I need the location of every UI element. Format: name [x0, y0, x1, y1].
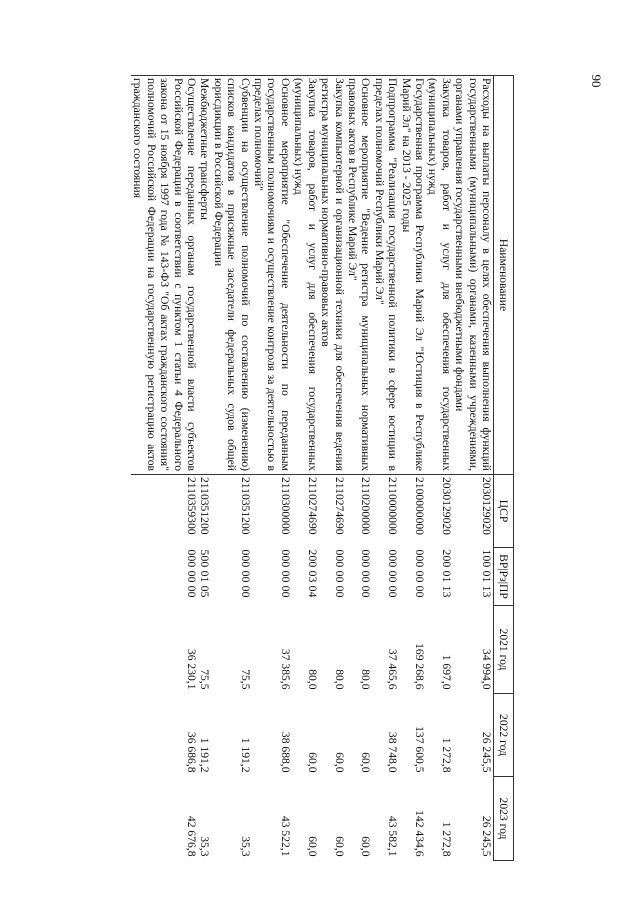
table-row — [319, 76, 346, 861]
row-codes: 200 03 04 — [305, 549, 319, 598]
row-codes: 000 00 00 — [412, 549, 426, 598]
row-2021: 1 697,0 — [439, 654, 453, 690]
row-csr-line: 2110351200 — [198, 477, 212, 535]
row-2022 — [131, 694, 211, 777]
row-2022: 1 272,8 — [439, 737, 453, 773]
row-2023: 142 434,6 — [412, 810, 426, 857]
row-name: Закупка товаров, работ и услуг для обеспечения государственных (муниципальных) нужд — [292, 76, 319, 475]
row-csr: 2030129020 — [480, 477, 493, 535]
row-2021-line: 75,5 — [198, 669, 212, 690]
row-codes: 000 00 00 — [238, 549, 252, 598]
row-csr: 2110300000 — [278, 477, 292, 535]
rotated-page-content — [107, 75, 514, 860]
header-name: Наименование — [494, 76, 514, 475]
row-codes: 000 00 00 — [278, 549, 292, 598]
row-codes-line: 000 00 00 — [185, 549, 199, 598]
row-2023: 35,3 — [238, 836, 252, 857]
row-2022: 26 245,5 — [480, 731, 493, 773]
row-2022-line: 1 191,2 — [198, 737, 212, 773]
header-2023: 2023 год — [494, 777, 514, 861]
row-2021: 80,0 — [305, 669, 319, 690]
row-name — [131, 76, 211, 475]
row-2021: 169 268,6 — [412, 643, 426, 690]
row-2022-line: 36 686,8 — [185, 731, 199, 773]
table-row — [211, 76, 251, 861]
row-2021: 37 385,6 — [278, 648, 292, 690]
header-2022: 2022 год — [494, 694, 514, 777]
header-vr: ВР — [497, 554, 511, 569]
row-csr: 2110351200 — [238, 477, 252, 535]
row-csr: 2030129020 — [439, 477, 453, 535]
row-2023-line: 35,3 — [198, 836, 212, 857]
row-codes: 200 01 13 — [439, 549, 453, 598]
row-2021: 75,5 — [238, 669, 252, 690]
budget-table — [131, 75, 514, 861]
row-name: Закупка компьютерной и организационной техники для обеспечения ведения регистра муниципальных нормативно-правовых актов — [319, 76, 346, 475]
row-2022: 1 191,2 — [238, 737, 252, 773]
table-row — [346, 76, 373, 861]
row-2023: 60,0 — [332, 836, 346, 857]
table-row — [372, 76, 399, 861]
header-pr: ПР — [497, 584, 511, 599]
table-header-row — [494, 76, 514, 861]
header-vr-rz-pr: ВР|Рз|ПР — [494, 548, 514, 606]
row-2022: 137 600,5 — [412, 726, 426, 773]
row-2023: 43 582,1 — [386, 815, 400, 857]
header-csr: ЦСР — [494, 475, 514, 548]
table-row — [399, 76, 426, 861]
row-name: Расходы на выплаты персоналу в целях обеспечения выполнения функций государственными (муниципальными) органами, казенными учреждениями, органами управления государственными внебюджетными фондами — [453, 76, 494, 475]
row-csr: 2110274690 — [332, 477, 346, 535]
row-2021: 80,0 — [332, 669, 346, 690]
header-2021: 2021 год — [494, 606, 514, 694]
row-2022: 60,0 — [305, 752, 319, 773]
row-codes-line: 500 01 05 — [198, 549, 212, 598]
row-2022: 60,0 — [332, 752, 346, 773]
row-csr: 2110000000 — [386, 477, 400, 535]
row-2021-line: 36 230,1 — [185, 648, 199, 690]
row-name: Закупка товаров, работ и услуг для обеспечения государственных (муниципальных) нужд — [426, 76, 453, 475]
table-row — [292, 76, 319, 861]
table-row — [426, 76, 453, 861]
row-codes: 000 00 00 — [359, 549, 373, 598]
row-2022: 38 748,0 — [386, 731, 400, 773]
row-2023: 43 522,1 — [278, 815, 292, 857]
row-csr — [131, 475, 211, 548]
row-codes: 000 00 00 — [332, 549, 346, 598]
row-2022: 60,0 — [359, 752, 373, 773]
row-2021 — [131, 606, 211, 694]
row-csr-line: 2110359300 — [185, 477, 199, 535]
row-name: Подпрограмма "Реализация государственной политики в сфере юстиции в пределах полномочий Республики Марий Эл" — [372, 76, 399, 475]
header-rz: Рз — [497, 570, 511, 582]
row-2021: 34 994,0 — [480, 648, 493, 690]
row-2021: 80,0 — [359, 669, 373, 690]
row-name: Основное мероприятие "Обеспечение деятельности по переданным государственным полномочиям и осуществление контроля за деятельностью в пределах полномочий" — [252, 76, 292, 475]
page-number: 90 — [589, 74, 604, 88]
row-2023 — [131, 777, 211, 861]
row-2023-line: 42 676,8 — [185, 815, 199, 857]
row-2023: 26 245,5 — [480, 815, 493, 857]
row-name: Субвенции на осуществление полномочий по составлению (изменению) списков кандидатов в присяжные заседатели федеральных судов общей юрисдикции в Российской Федерации — [211, 76, 251, 475]
row-2021: 37 465,6 — [386, 648, 400, 690]
row-2022: 38 688,0 — [278, 731, 292, 773]
table-row — [131, 76, 211, 861]
row-csr: 2110274690 — [305, 477, 319, 535]
row-name-line: Осуществление переданных органам государственной власти субъектов Российской Федерации в соответствии с пунктом 1 статьи 4 Федерального закона от 15 ноября 1997 года № 143-ФЗ "Об актах гражданского состояния" полномочий Российской Федерации на государственную регистрацию актов гражданского состояния — [131, 78, 199, 471]
row-2023: 60,0 — [305, 836, 319, 857]
row-name: Основное мероприятие "Ведение регистра муниципальных нормативных правовых актов в Республике Марий Эл" — [346, 76, 373, 475]
row-name-line: Межбюджетные трансферты — [198, 78, 212, 220]
row-2023: 1 272,8 — [439, 821, 453, 857]
row-name: Государственная программа Республики Марий Эл "Юстиция в Республике Марий Эл" на 2013 - 2025 годы — [399, 76, 426, 475]
row-codes: 100 01 13 — [480, 549, 493, 598]
row-codes: 000 00 00 — [386, 549, 400, 598]
table-row — [252, 76, 292, 861]
row-csr: 2100000000 — [412, 477, 426, 535]
row-codes — [131, 548, 211, 606]
row-csr: 2110200000 — [359, 477, 373, 535]
row-2023: 60,0 — [359, 836, 373, 857]
table-row — [453, 76, 494, 861]
